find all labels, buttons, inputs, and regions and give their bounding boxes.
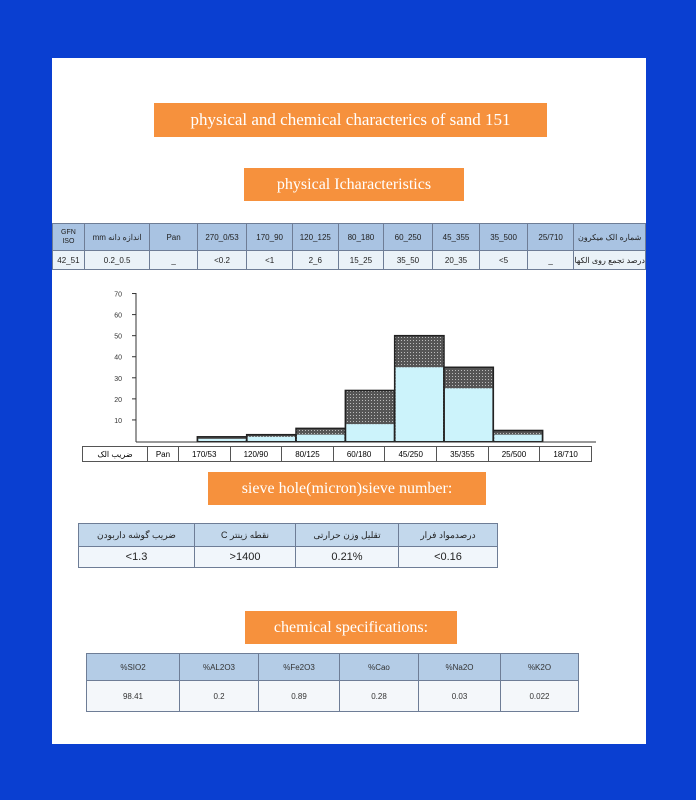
- value-cell: <0.16: [399, 547, 498, 568]
- header-cell: GFN ISO: [53, 224, 85, 251]
- header-cell: 45_355: [432, 224, 480, 251]
- histogram-bar-lower: [396, 367, 443, 441]
- value-cell: <0.2: [197, 251, 247, 270]
- header-cell: درصدمواد فرار: [399, 524, 498, 547]
- value-cell: 0.03: [419, 681, 501, 712]
- header-cell: نقطه زینتر C: [195, 524, 296, 547]
- value-cell: درصد تجمع روی الکها: [574, 251, 646, 270]
- document-sheet: [52, 58, 646, 744]
- histogram-bar-lower: [297, 435, 344, 441]
- category-label: 60/180: [333, 447, 385, 462]
- sieve-table-value-row: [53, 251, 646, 270]
- category-label: 25/500: [488, 447, 540, 462]
- header-cell: %Fe2O3: [259, 654, 340, 681]
- value-cell: 20_35: [432, 251, 480, 270]
- sieve-table-header-row: [53, 224, 646, 251]
- chemical-table-header-row: [87, 654, 579, 681]
- main-title-banner: physical and chemical characterics of sand 151: [154, 103, 547, 137]
- category-label: 80/125: [282, 447, 334, 462]
- value-cell: 35_50: [384, 251, 433, 270]
- value-cell: 98.41: [87, 681, 180, 712]
- header-cell: 60_250: [384, 224, 433, 251]
- value-cell: 0.21%: [296, 547, 399, 568]
- category-label: 120/90: [230, 447, 282, 462]
- properties-table-header-row: [79, 524, 498, 547]
- header-cell: 80_180: [338, 224, 384, 251]
- category-label: 45/250: [385, 447, 437, 462]
- histogram-bar-lower: [198, 439, 245, 441]
- histogram-bar-lower: [494, 435, 541, 441]
- category-label: Pan: [148, 447, 179, 462]
- value-cell: >1400: [195, 547, 296, 568]
- sieve-title-banner: sieve hole(micron)sieve number:: [208, 472, 486, 505]
- header-cell: %Na2O: [419, 654, 501, 681]
- header-cell: 170_90: [247, 224, 293, 251]
- sieve-table: [52, 223, 646, 270]
- header-cell: %SIO2: [87, 654, 180, 681]
- header-cell: 35_500: [480, 224, 528, 251]
- header-cell: تقلیل وزن حرارتی: [296, 524, 399, 547]
- header-cell: 120_125: [292, 224, 338, 251]
- value-cell: 0.2: [180, 681, 259, 712]
- y-tick-label: 20: [114, 396, 122, 404]
- category-label: 35/355: [437, 447, 489, 462]
- header-cell: %Cao: [340, 654, 419, 681]
- category-label: 18/710: [540, 447, 592, 462]
- header-cell: Pan: [150, 224, 197, 251]
- value-cell: 42_51: [53, 251, 85, 270]
- value-cell: <1.3: [79, 547, 195, 568]
- y-tick-label: 60: [114, 312, 122, 320]
- chemical-table: [86, 653, 579, 712]
- value-cell: 0.2_0.5: [84, 251, 150, 270]
- header-cell: %AL2O3: [180, 654, 259, 681]
- chart-category-row: [82, 446, 592, 462]
- category-row-label: ضریب الک: [83, 447, 148, 462]
- value-cell: _: [150, 251, 197, 270]
- header-cell: 25/710: [527, 224, 574, 251]
- header-cell: %K2O: [501, 654, 579, 681]
- y-tick-label: 70: [114, 291, 122, 299]
- category-label: 170/53: [178, 447, 230, 462]
- chemical-title-banner: chemical specifications:: [245, 611, 457, 644]
- properties-table-value-row: [79, 547, 498, 568]
- value-cell: 15_25: [338, 251, 384, 270]
- y-tick-label: 40: [114, 354, 122, 362]
- y-tick-label: 50: [114, 333, 122, 341]
- histogram-bar-lower: [248, 437, 295, 441]
- sieve-histogram: [80, 283, 600, 448]
- header-cell: ضریب گوشه داربودن: [79, 524, 195, 547]
- header-cell: شماره الک میکرون: [574, 224, 646, 251]
- value-cell: 0.28: [340, 681, 419, 712]
- value-cell: _: [527, 251, 574, 270]
- histogram-bar-lower: [445, 388, 492, 441]
- chemical-table-value-row: [87, 681, 579, 712]
- properties-table: [78, 523, 498, 568]
- value-cell: <1: [247, 251, 293, 270]
- value-cell: 0.89: [259, 681, 340, 712]
- value-cell: 2_6: [292, 251, 338, 270]
- y-tick-label: 10: [114, 417, 122, 425]
- y-tick-label: 30: [114, 375, 122, 383]
- header-cell: اندازه دانه mm: [84, 224, 150, 251]
- header-cell: 270_0/53: [197, 224, 247, 251]
- physical-title-banner: physical Icharacteristics: [244, 168, 464, 201]
- value-cell: 0.022: [501, 681, 579, 712]
- value-cell: <5: [480, 251, 528, 270]
- histogram-bar-lower: [346, 424, 393, 441]
